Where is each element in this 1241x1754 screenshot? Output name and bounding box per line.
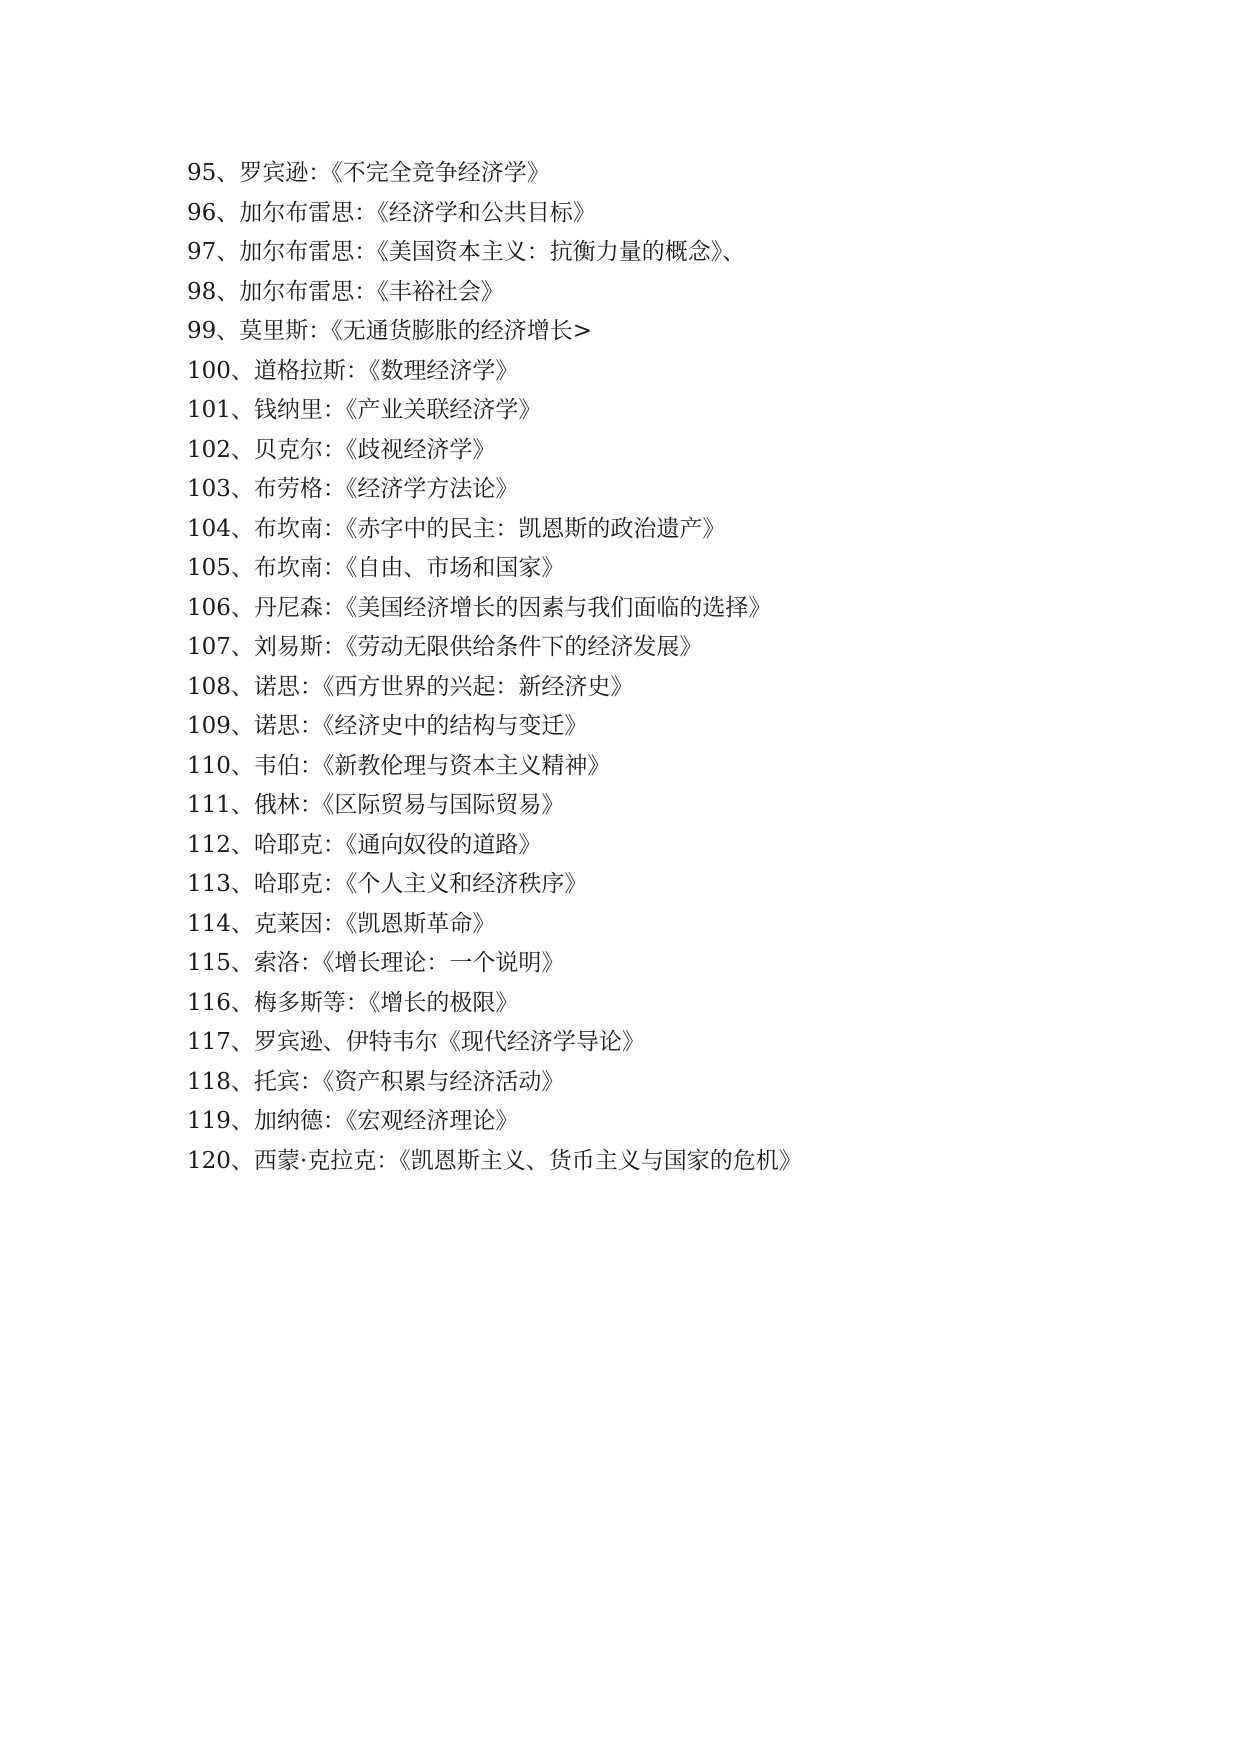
list-item: 104、布坎南：《赤字中的民主：凯恩斯的政治遗产》: [187, 515, 726, 542]
book-list: [187, 154, 1167, 1181]
list-item: 118、托宾：《资产积累与经济活动》: [187, 1068, 565, 1095]
list-item: 111、俄林：《区际贸易与国际贸易》: [187, 792, 565, 818]
list-item: 115、索洛：《增长理论：一个说明》: [187, 950, 565, 976]
list-item: 102、贝克尔：《歧视经济学》: [187, 436, 496, 463]
list-item: 98、加尔布雷思：《丰裕社会》: [187, 278, 504, 305]
list-item: 112、哈耶克：《通向奴役的道路》: [187, 831, 542, 858]
list-item: 97、加尔布雷思：《美国资本主义：抗衡力量的概念》、: [187, 239, 746, 265]
list-item: 95、罗宾逊：《不完全竞争经济学》: [187, 160, 550, 186]
list-item: 100、道格拉斯：《数理经济学》: [187, 357, 519, 384]
list-item: 117、罗宾逊、伊特韦尔《现代经济学导论》: [187, 1029, 645, 1055]
list-item: 110、韦伯：《新教伦理与资本主义精神》: [187, 752, 611, 779]
list-item: 114、克莱因：《凯恩斯革命》: [187, 910, 496, 937]
list-item: 103、布劳格：《经济学方法论》: [187, 476, 519, 502]
list-item: 109、诺思：《经济史中的结构与变迁》: [187, 713, 588, 739]
list-item: 99、莫里斯：《无通货膨胀的经济增长>: [187, 318, 593, 344]
list-item: 101、钱纳里：《产业关联经济学》: [187, 397, 542, 423]
list-item: 116、梅多斯等：《增长的极限》: [187, 989, 519, 1016]
list-item: 119、加纳德：《宏观经济理论》: [187, 1108, 519, 1134]
list-item: 120、西蒙·克拉克：《凯恩斯主义、货币主义与国家的危机》: [187, 1147, 802, 1174]
list-item: 108、诺思：《西方世界的兴起：新经济史》: [187, 673, 634, 700]
list-item: 105、布坎南：《自由、市场和国家》: [187, 555, 565, 581]
list-item: 96、加尔布雷思：《经济学和公共目标》: [187, 199, 596, 226]
list-item: 113、哈耶克：《个人主义和经济秩序》: [187, 871, 588, 897]
list-item: 107、刘易斯：《劳动无限供给条件下的经济发展》: [187, 634, 703, 660]
list-item: 106、丹尼森：《美国经济增长的因素与我们面临的选择》: [187, 594, 772, 621]
